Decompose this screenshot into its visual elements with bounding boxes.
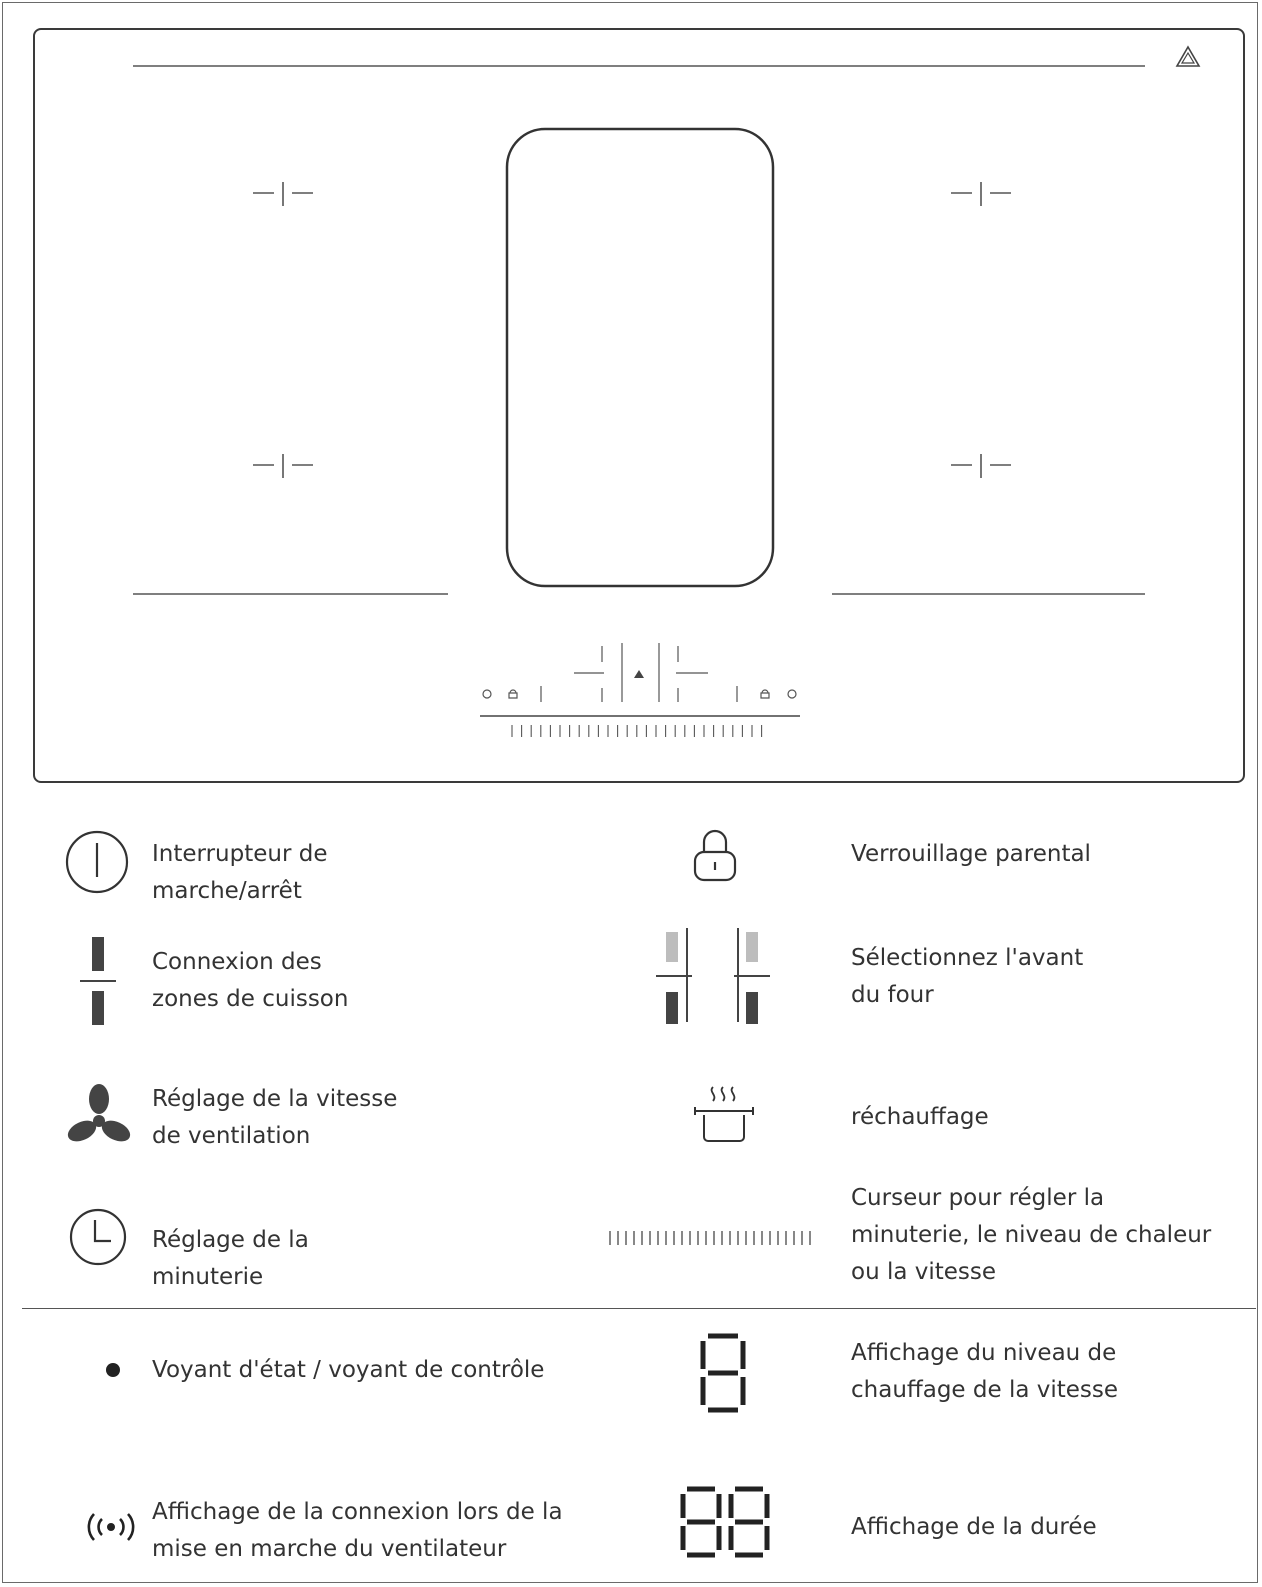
lock-icon [690, 826, 740, 884]
double-digit-icon [680, 1486, 772, 1558]
bridge-icon [78, 935, 118, 1030]
label-fan: Réglage de la vitesse de ventilation [152, 1086, 398, 1149]
power-icon [60, 825, 135, 900]
control-panel-mini [480, 643, 800, 716]
hob-slider-ticks [512, 725, 762, 737]
label-heat-display: Affichage du niveau de chauffage de la vitesse [851, 1340, 1119, 1403]
status-led-icon [104, 1361, 122, 1379]
label-slider: Curseur pour régler la minuterie, le niveau de chaleur ou la vitesse [851, 1185, 1212, 1285]
connection-icon [86, 1512, 136, 1542]
zone-front-right-mark [951, 182, 1011, 206]
fan-mini-icon [634, 670, 644, 678]
warning-icon [1177, 47, 1199, 66]
label-warming: réchauffage [851, 1104, 989, 1130]
warming-pot-icon [693, 1085, 755, 1145]
label-front: Sélectionnez l'avant du four [851, 945, 1084, 1008]
zone-rear-right-mark [951, 454, 1011, 478]
zone-marks [253, 182, 1011, 478]
cooktop-drawing [0, 0, 1262, 790]
label-connection: Affichage de la connexion lors de la mise en marche du ventilateur [152, 1499, 563, 1562]
label-timer: Réglage de la minuterie [152, 1227, 309, 1290]
slider-icon [606, 1226, 821, 1250]
label-power: Interrupteur de marche/arrêt [152, 841, 328, 904]
zone-rear-left-mark [253, 454, 313, 478]
section-divider [22, 1308, 1256, 1309]
fan-icon [64, 1083, 134, 1153]
label-duration: Affichage de la durée [851, 1514, 1097, 1540]
label-lock: Verrouillage parental [851, 841, 1091, 867]
label-status-led: Voyant d'état / voyant de contrôle [152, 1357, 545, 1383]
zone-front-left-mark [253, 182, 313, 206]
digit-icon [700, 1333, 746, 1413]
label-bridge: Connexion des zones de cuisson [152, 949, 349, 1012]
extractor-vent-outline [507, 129, 773, 586]
timer-icon [66, 1205, 130, 1269]
front-select-icon [656, 922, 771, 1032]
